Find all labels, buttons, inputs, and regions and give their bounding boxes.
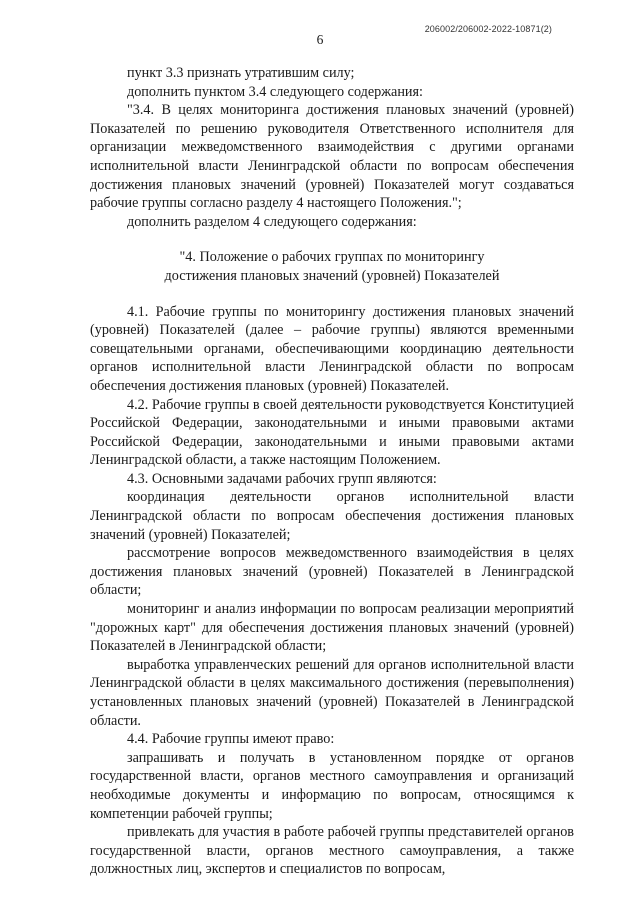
paragraph: пункт 3.3 признать утратившим силу;	[127, 65, 355, 81]
paragraph: запрашивать и получать в установленном порядке от органов государственной власти, органов местного самоуправления и организаций необходимые документы и информацию по вопросам, относящимся к компетенции рабочей группы;	[90, 749, 574, 822]
page-number: 6	[316, 32, 324, 47]
paragraph: дополнить разделом 4 следующего содержания:	[127, 213, 417, 230]
document-body	[90, 64, 574, 879]
document-id: 206002/206002-2022-10871(2)	[424, 24, 552, 34]
paragraph: 4.4. Рабочие группы имеют право:	[127, 731, 335, 748]
section-title	[90, 248, 574, 285]
paragraph: 4.1. Рабочие группы по мониторингу достижения плановых значений (уровней) Показателей (далее – рабочие группы) являются временными совещательными органами, обеспечивающими координацию деятельности органов исполнительной власти Ленинградской области по вопросам обеспечения достижения плановых (уровней) Показателей.	[90, 303, 574, 394]
paragraph: выработка управленческих решений для органов исполнительной власти Ленинградской области в целях максимального достижения (перевыполнения) установленных плановых значений (уровней) Показателей в Ленинградской области.	[90, 656, 574, 729]
paragraph: координация деятельности органов исполнительной власти Ленинградской области по вопросам обеспечения достижения плановых значений (уровней) Показателей;	[90, 489, 574, 543]
paragraph: "3.4. В целях мониторинга достижения плановых значений (уровней) Показателей по решению руководителя Ответственного исполнителя для организации межведомственного взаимодействия с другими органами исполнительной власти Ленинградской области по вопросам обеспечения достижения плановых значений (уровней) Показателей могут создаваться рабочие группы согласно разделу 4 настоящего Положения.";	[90, 102, 574, 212]
section-title-line: достижения плановых значений (уровней) Показателей	[164, 267, 500, 284]
paragraph: мониторинг и анализ информации по вопросам реализации мероприятий "дорожных карт" для обеспечения достижения плановых значений (уровней) Показателей в Ленинградской области;	[90, 601, 574, 655]
paragraph: 4.2. Рабочие группы в своей деятельности руководствуется Конституцией Российской Федерации, законодательными и иными правовыми актами Российской Федерации, законодательными и иными правовыми актами Ленинградской области, а также настоящим Положением.	[90, 396, 574, 469]
paragraph: рассмотрение вопросов межведомственного взаимодействия в целях достижения плановых значений (уровней) Показателей в Ленинградской области;	[90, 545, 574, 599]
paragraph: 4.3. Основными задачами рабочих групп являются:	[127, 470, 437, 487]
section-title-line: "4. Положение о рабочих группах по мониторингу	[179, 249, 485, 266]
paragraph: дополнить пунктом 3.4 следующего содержания:	[127, 83, 423, 100]
paragraph: привлекать для участия в работе рабочей группы представителей органов государственной власти, органов местного самоуправления, а также должностных лиц, экспертов и специалистов по вопросам,	[90, 824, 574, 878]
